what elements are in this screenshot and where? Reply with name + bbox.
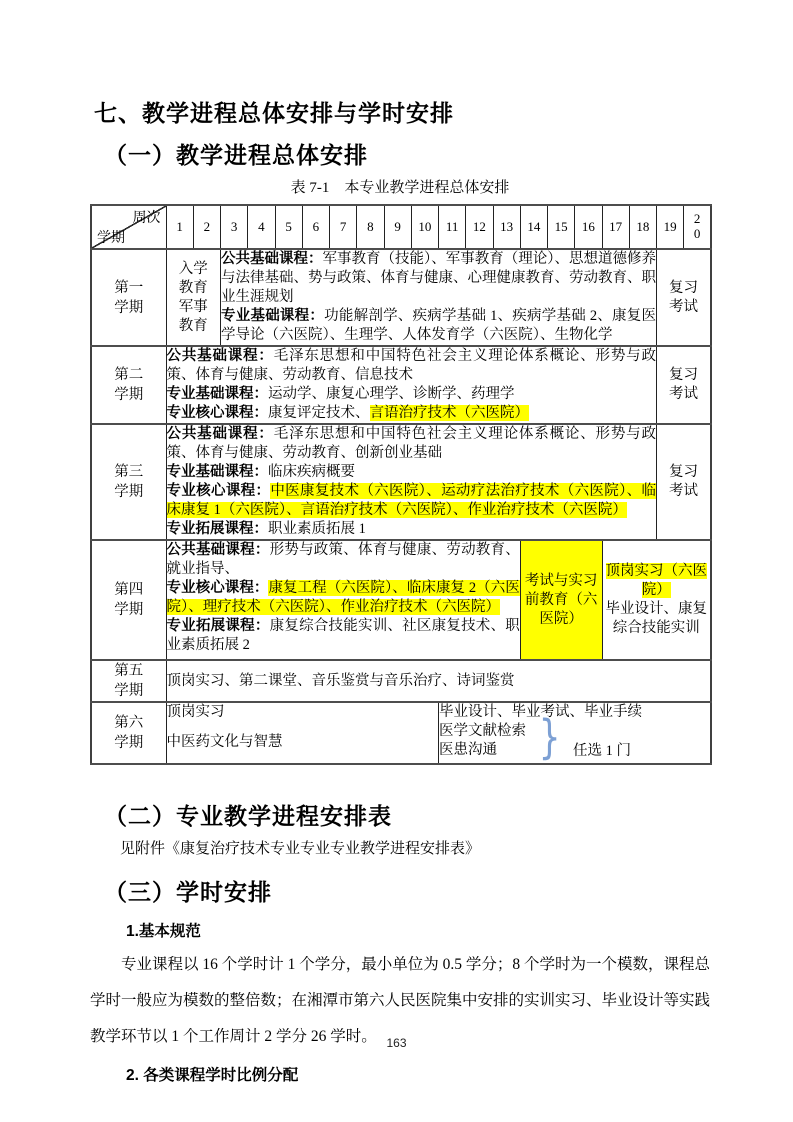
course-text: 教育 [178,317,208,334]
elective-note: 任选 1 门 [573,743,631,759]
course-text: 复习 [669,279,698,296]
week-column-header: 13 [493,205,520,249]
highlighted-course-text: 中医康复技术（六医院）、运动疗法治疗技术（六医院）、临床康复 1（六医院）、言语治疗技术（六医院）、作业治疗技术（六医院） [166,483,657,518]
teaching-schedule-table [90,204,712,765]
week-column-header: 2 [193,205,220,249]
highlighted-course-text: 顶岗实习（六医院） [605,563,707,598]
week-column-header: 5 [275,205,302,249]
course-text: 顶岗实习、第二课堂、音乐鉴赏与音乐治疗、诗词鉴赏 [166,672,515,689]
item-2-heading: 2. 各类课程学时比例分配 [126,1067,299,1084]
semester3-courses [166,424,657,540]
course-category-label: 专业基础课程： [166,386,268,402]
semester-label: 第六 学期 [91,702,166,764]
course-category-label: 专业核心课程： [166,580,269,596]
week-column-header: 12 [466,205,493,249]
corner-semester-label: 学期 [97,231,125,246]
week-column-header: 11 [439,205,466,249]
week-column-header: 7 [330,205,357,249]
orientation-cell [166,249,221,346]
internship-cell [602,540,711,660]
highlighted-course-text: 言语治疗技术（六医院） [369,405,529,421]
course-category-label: 公共基础课程： [221,251,323,267]
semester-row [91,660,711,702]
course-text: 康复评定技术、 [268,405,370,421]
week-column-header: 18 [629,205,656,249]
course-text: 康复综合技能实训、社区康复技术、职业素质拓展 2 [166,618,520,653]
semester6-right-cell [439,702,712,764]
course-category-label: 专业基础课程： [221,308,325,324]
page-title: 七、教学进程总体安排与学时安排 [94,100,454,126]
elective-brace-icon: } [538,710,561,764]
course-text: 军事教育（技能）、军事教育（理论）、思想道德修养与法律基础、势与政策、体育与健康、心理健康教育、劳动教育、职业生涯规划 [221,251,656,305]
course-category-label: 公共基础课程： [166,348,274,364]
week-column-header: 3 [221,205,248,249]
semester-row [91,346,711,424]
course-text: 毕业设计、毕业考试、毕业手续 [439,704,642,720]
course-text: 考试 [669,386,698,402]
course-text: 临床疾病概要 [268,464,355,480]
week-column-header: 19 [657,205,684,249]
course-text: 中医药文化与智慧 [166,734,283,750]
semester-label: 第四 学期 [91,540,166,660]
course-text: 医学文献检索 [439,723,526,739]
semester-label: 第五 学期 [91,660,166,702]
week-column-header: 1 [166,205,193,249]
week-column-header: 16 [575,205,602,249]
semester-row [91,249,711,346]
course-text: 运动学、康复心理学、诊断学、药理学 [268,386,515,402]
course-text: 医患沟通 [439,742,497,758]
course-category-label: 专业基础课程： [166,464,268,480]
week-column-header: 4 [248,205,275,249]
course-text: 军事 [178,298,208,315]
semester4-courses [166,540,520,660]
course-text: 功能解剖学、疾病学基础 1、疾病学基础 2、康复医学导论（六医院）、生理学、人体发育学（六医院）、生物化学 [221,308,657,343]
course-text: 考试 [669,483,698,499]
semester-row [91,540,711,660]
semester-label: 第一 学期 [91,249,166,346]
semester-label: 第二 学期 [91,346,166,424]
course-text: 复习 [669,464,698,480]
week-column-header: 6 [302,205,329,249]
subsection-title-3: （三）学时安排 [104,879,272,905]
course-text: 入学 [178,260,208,277]
course-text: 教育 [178,279,208,296]
course-text: 形势与政策、体育与健康、劳动教育、就业指导、 [166,542,520,577]
week-column-header: 20 [684,205,711,249]
course-text: 考试与实习前教育（六医院） [524,572,598,627]
page-number: 163 [386,1036,407,1050]
course-category-label: 专业拓展课程： [166,521,268,537]
table-caption: 表 7-1 本专业教学进程总体安排 [290,180,510,196]
corner-weeks-label: 周次 [132,211,161,226]
course-text: 考试 [669,298,698,315]
semester2-courses [166,346,657,424]
course-text: 毕业设计、康复综合技能实训 [605,601,707,636]
item-1-heading: 1.基本规范 [126,923,201,940]
review-exam-cell [657,249,712,346]
table-corner-header [91,205,166,249]
semester-row [91,424,711,540]
week-column-header: 10 [411,205,438,249]
semester6-left-cell [166,702,439,764]
review-exam-cell [657,424,712,540]
week-column-header: 8 [357,205,384,249]
course-text: 毛泽东思想和中国特色社会主义理论体系概论、形势与政策、体育与健康、劳动教育、创新创业基础 [166,426,657,461]
course-category-label: 专业核心课程： [166,483,271,499]
subsection-title-1: （一）教学进程总体安排 [104,142,368,168]
course-category-label: 专业拓展课程： [166,618,270,634]
course-text: 顶岗实习 [166,704,225,720]
semester-row [91,702,711,764]
semester-label: 第三 学期 [91,424,166,540]
course-text: 复习 [669,367,698,383]
week-column-header: 9 [384,205,411,249]
week-column-header: 14 [520,205,547,249]
course-text: 职业素质拓展 1 [268,521,366,537]
highlighted-course-text: 康复工程（六医院）、临床康复 2（六医院）、理疗技术（六医院）、作业治疗技术（六医院） [166,580,520,615]
subsection-title-2: （二）专业教学进程安排表 [104,803,392,829]
body-paragraph: 专业课程以 16 个学时计 1 个学分，最小单位为 0.5 学分；8 个学时为一个模数，课程总学时一般应为模数的整倍数；在湘潭市第六人民医院集中安排的实训实习、毕业设计等实践教学环节以 1 个工作周计 2 学分 26 学时。 [90,956,711,1045]
course-category-label: 专业核心课程： [166,405,268,421]
course-text: 毛泽东思想和中国特色社会主义理论体系概论、形势与政策、体育与健康、劳动教育、信息技术 [166,348,657,383]
semester1-courses [221,249,657,346]
course-category-label: 公共基础课程： [166,542,270,558]
course-category-label: 公共基础课程： [166,426,274,442]
review-exam-cell [657,346,712,424]
attachment-note: 见附件《康复治疗技术专业专业专业教学进程安排表》 [120,841,481,857]
pre-internship-exam-cell [520,540,602,660]
semester5-courses [166,660,711,702]
week-column-header: 15 [548,205,575,249]
week-column-header: 17 [602,205,629,249]
